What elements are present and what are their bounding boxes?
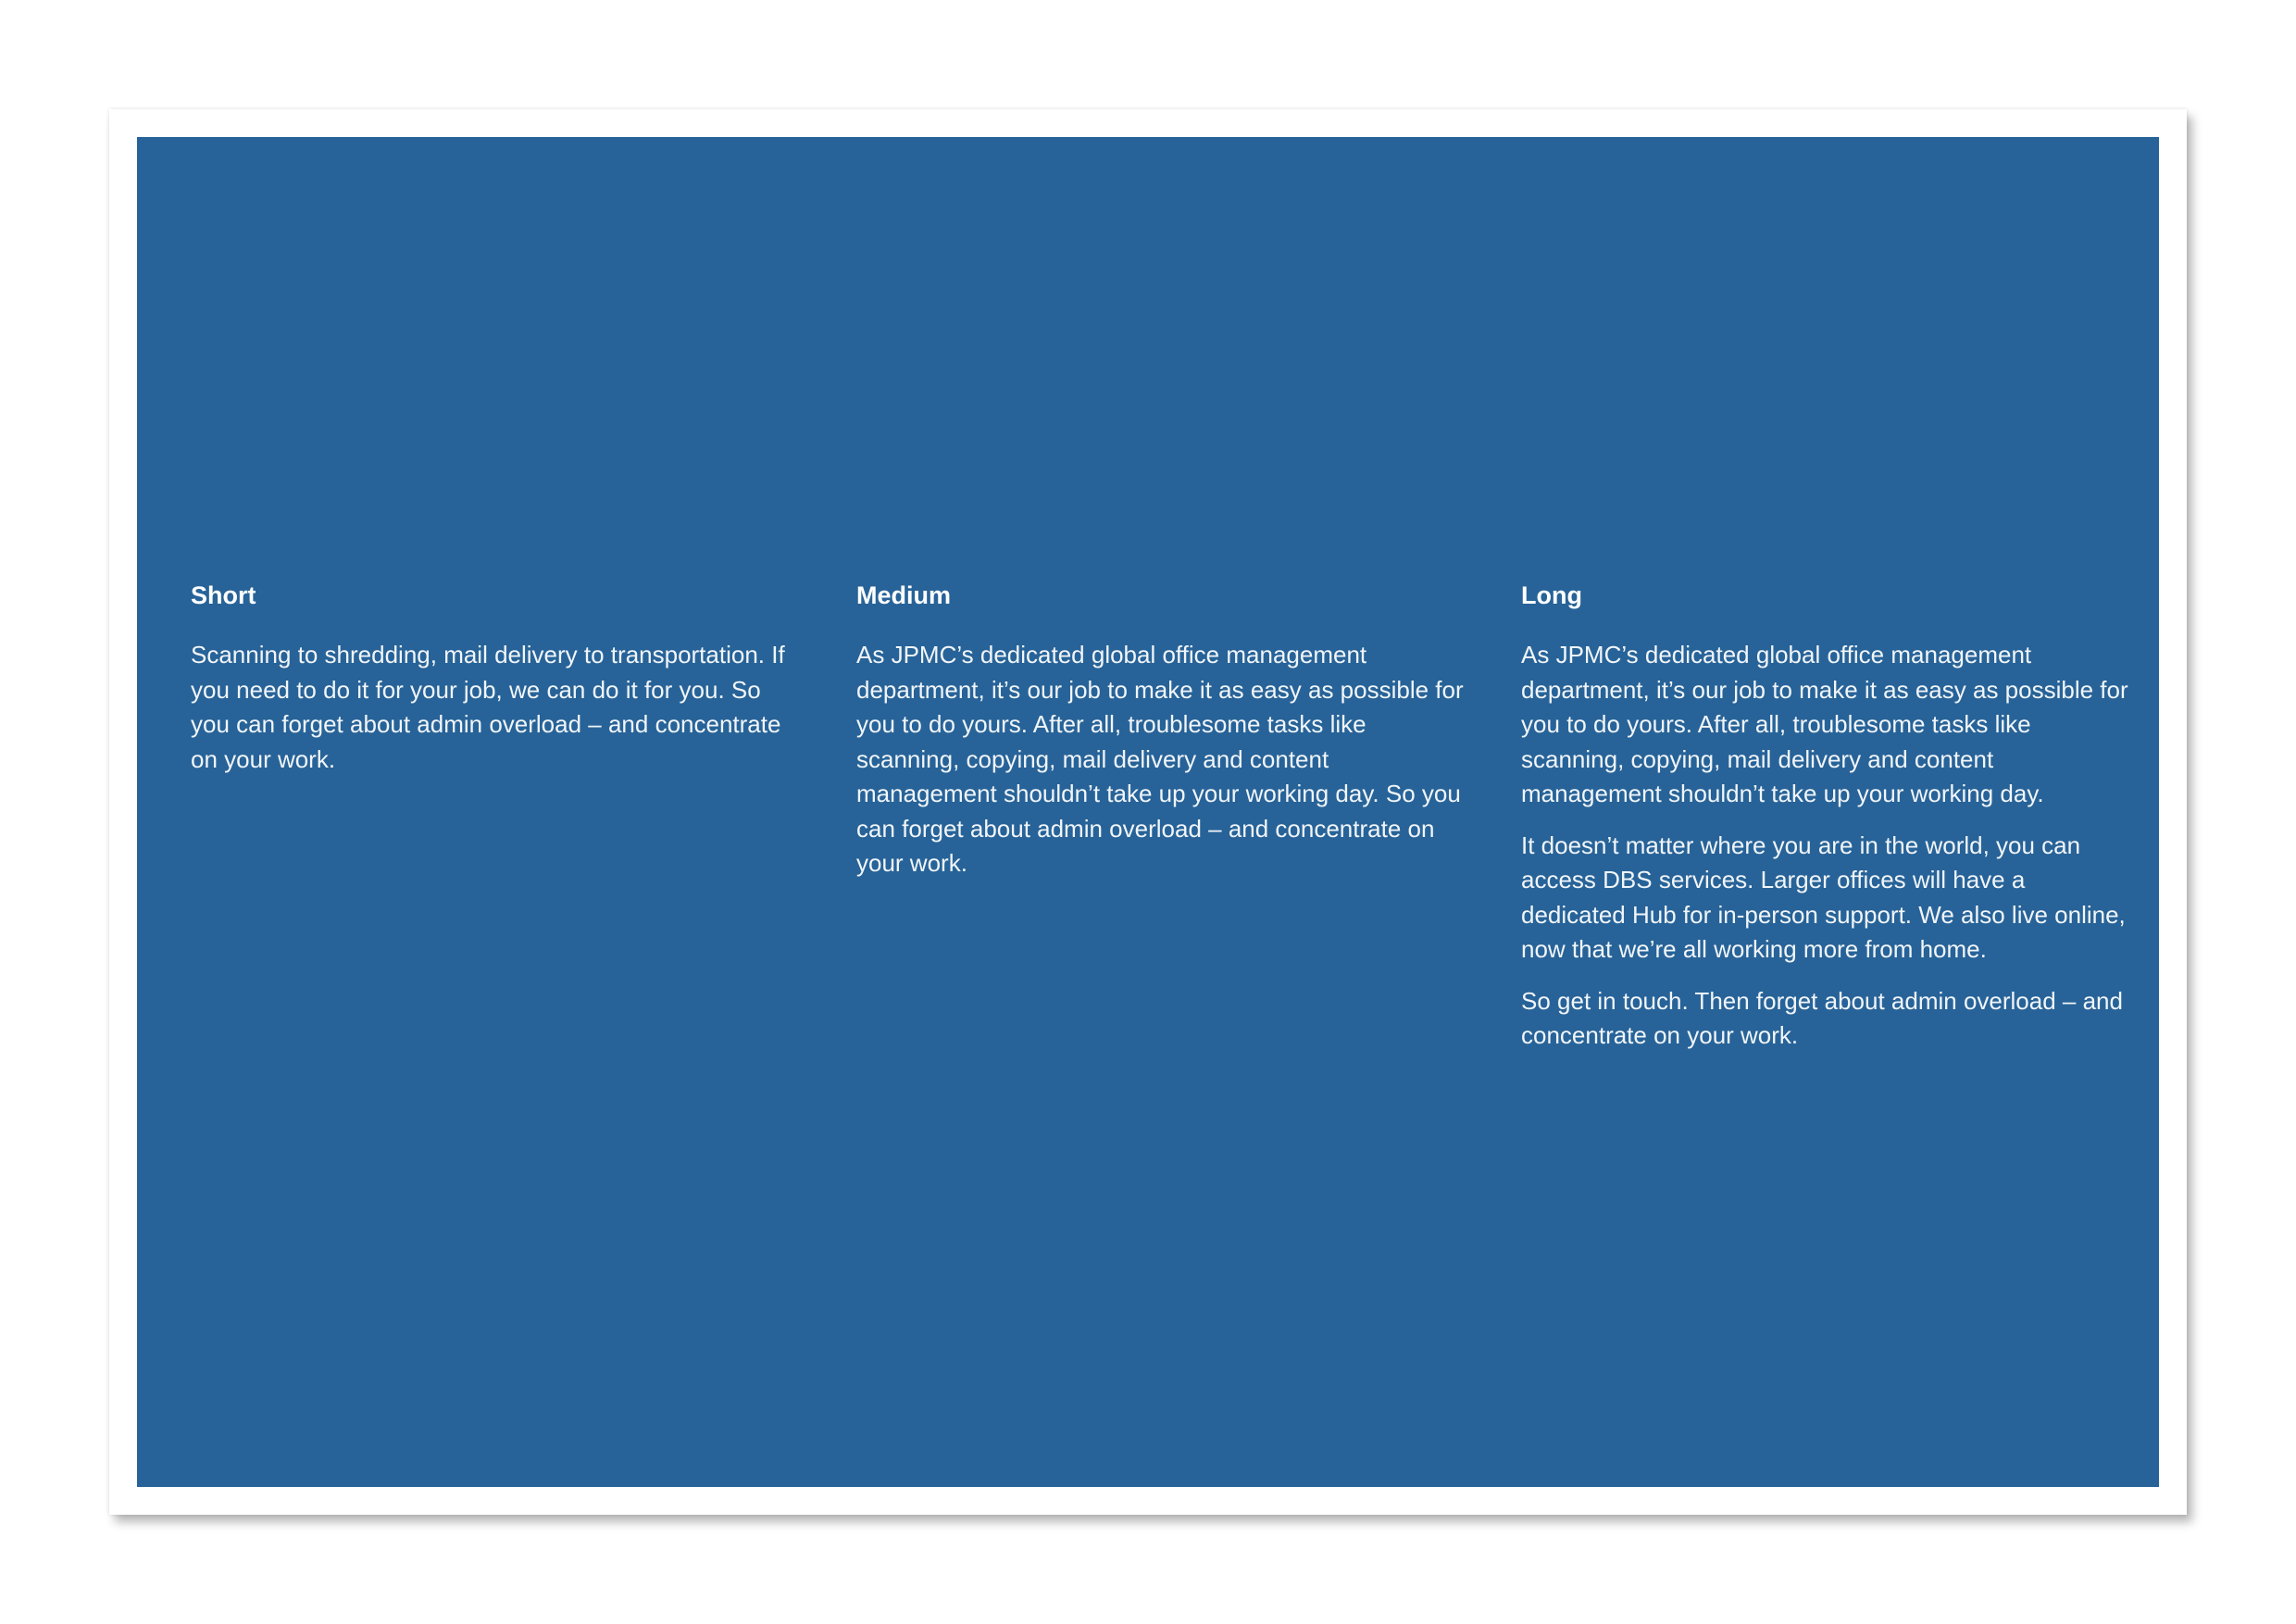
document-page [109, 109, 2187, 1515]
column-heading-medium: Medium [856, 581, 952, 609]
column-long [1521, 580, 2132, 1070]
column-paragraph: As JPMC’s dedicated global office management department, it’s our job to make it as easy as possible for you to do yours. After all, troublesome tasks like scanning, copying, mail delivery and content management shouldn’t take up your working day. [1521, 641, 2128, 808]
column-paragraph: So get in touch. Then forget about admin overload – and concentrate on your work. [1521, 986, 2123, 1050]
column-paragraph: Scanning to shredding, mail delivery to transportation. If you need to do it for your job, we can do it for you. So you can forget about admin overload – and concentrate on your work. [191, 641, 785, 773]
column-medium [856, 580, 1467, 898]
column-paragraph: It doesn’t matter where you are in the world, you can access DBS services. Larger offices will have a dedicated Hub for in-person support. We also live online, now that we’re all working more from home. [1521, 831, 2126, 964]
blue-panel [137, 137, 2159, 1487]
column-paragraph: As JPMC’s dedicated global office management department, it’s our job to make it as easy as possible for you to do yours. After all, troublesome tasks like scanning, copying, mail delivery and content management shouldn’t take up your working day. So you can forget about admin overload – and concentrate on your work. [856, 641, 1464, 878]
column-short [191, 580, 802, 793]
column-heading-long: Long [1521, 581, 1582, 609]
column-heading-short: Short [191, 581, 256, 609]
